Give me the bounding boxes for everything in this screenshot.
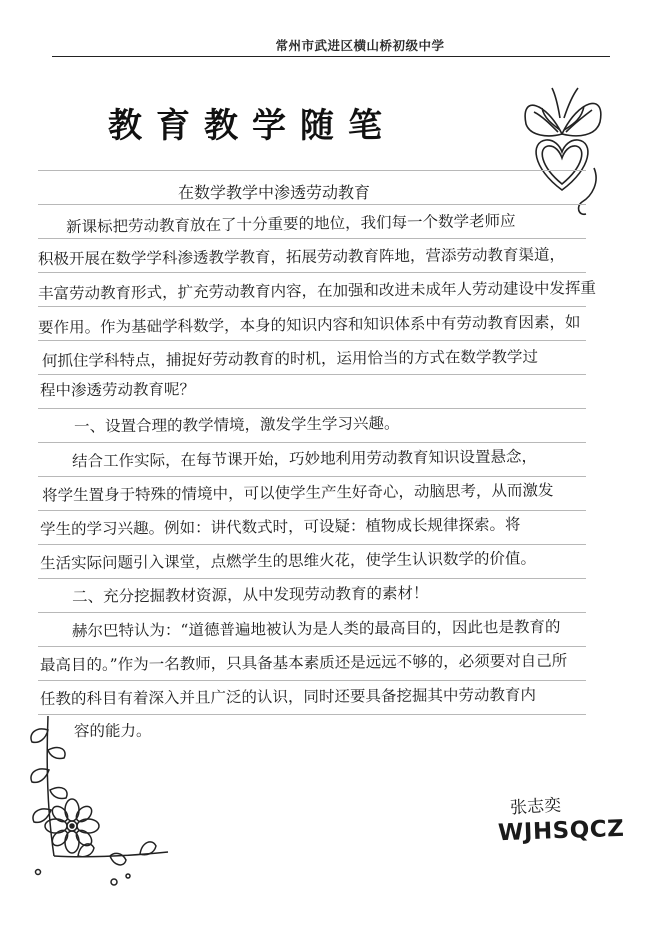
page-title: 教育教学随笔 — [108, 106, 396, 146]
essay-line: 新课标把劳动教育放在了十分重要的地位，我们每一个数学老师应 — [65, 211, 516, 237]
signature-name: 张志奕 — [509, 795, 562, 819]
ruled-line — [38, 578, 586, 579]
essay-line: 任教的科目有着深入并且广泛的认识，同时还要具备挖掘其中劳动教育内 — [39, 685, 537, 709]
school-header: 常州市武进区横山桥初级中学 — [275, 38, 445, 53]
butterfly-heart-illustration — [512, 72, 612, 222]
essay-line: 积极开展在数学学科渗透教学教育，拓展劳动教育阵地，营添劳动教育渠道， — [37, 245, 566, 269]
essay-line: 结合工作实际，在每节课开始，巧妙地利用劳动教育知识设置悬念， — [71, 447, 538, 471]
ruled-line — [38, 612, 586, 613]
essay-line: 生活实际问题引入课堂，点燃学生的思维火花，使学生认识数学的价值。 — [39, 549, 537, 573]
ruled-line — [38, 170, 586, 171]
essay-line: 程中渗透劳动教育呢？ — [39, 380, 196, 400]
ruled-line — [38, 680, 586, 681]
essay-line: 赫尔巴特认为：“道德普遍地被认为是人类的最高目的，因此也是教育的 — [71, 617, 561, 641]
ruled-line — [38, 272, 586, 273]
essay-line: 何抓住学科特点，捕捉好劳动教育的时机，运用恰当的方式在数学教学过 — [41, 347, 539, 371]
ruled-line — [38, 306, 586, 307]
ruled-line — [38, 544, 586, 545]
ruled-line — [38, 374, 586, 375]
ruled-line — [38, 476, 586, 477]
essay-line: 一、设置合理的教学情境，激发学生学习兴趣。 — [73, 414, 400, 436]
header-rule — [52, 56, 610, 57]
essay-heading: 在数学教学中渗透劳动教育 — [178, 183, 371, 202]
essay-line: 要作用。作为基础学科数学，本身的知识内容和知识体系中有劳动教育因素，如 — [37, 313, 581, 337]
essay-line: 学生的学习兴趣。例如：讲代数式时，可设疑：植物成长规律探索。将 — [39, 515, 521, 539]
essay-line: 容的能力。 — [73, 721, 152, 741]
essay-line: 丰富劳动教育形式，扩充劳动教育内容，在加强和改进未成年人劳动建设中发挥重 — [37, 279, 597, 303]
essay-line: 将学生置身于特殊的情境中，可以使学生产生好奇心，动脑思考，从而激发 — [41, 481, 554, 505]
ruled-line — [38, 646, 586, 647]
ruled-line — [38, 442, 586, 443]
ruled-line — [38, 510, 586, 511]
ruled-line — [38, 340, 586, 341]
ruled-line — [38, 408, 586, 409]
ruled-line — [38, 238, 586, 239]
essay-line: 最高目的。”作为一名教师，只具备基本素质还是远远不够的，必须要对自己所 — [39, 651, 568, 675]
floral-corner-illustration — [18, 706, 178, 906]
ruled-line — [38, 204, 586, 205]
essay-line: 二、充分挖掘教材资源，从中发现劳动教育的素材！ — [71, 584, 429, 606]
signature-code: WJHSQCZ — [497, 815, 625, 847]
